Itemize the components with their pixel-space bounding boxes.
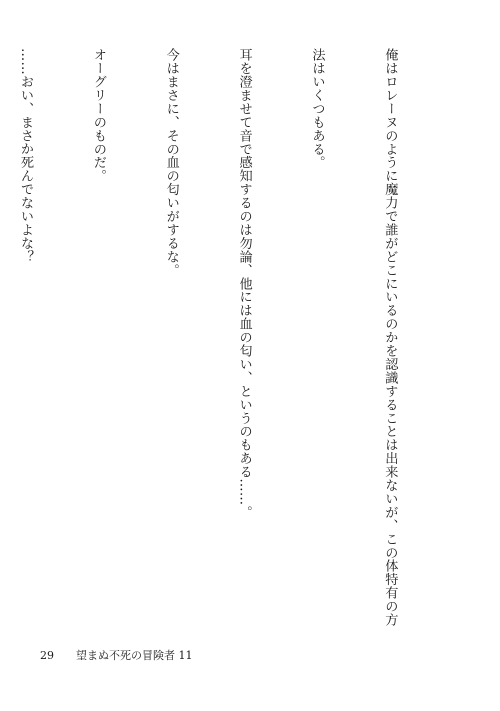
page-number: 29 xyxy=(40,649,54,662)
text-line: 耳を澄ませて音で感知するのは勿論、他には血の匂い、というのもある……。 xyxy=(236,48,252,519)
text-line: ……おい、まさか死んでないよな？ xyxy=(17,48,33,264)
text-line: オーグリーのものだ。 xyxy=(90,48,106,183)
vertical-text-body xyxy=(17,48,450,628)
book-title: 望まぬ不死の冒険者 11 xyxy=(76,649,193,662)
text-line: 俺はロレーヌのように魔力で誰がどこにいるのかを認識することは出来ないが、この体特有の方 xyxy=(382,48,398,627)
text-line: 法はいくつもある。 xyxy=(309,48,325,170)
page-footer xyxy=(40,647,193,663)
text-line: 今はまさに、その血の匂いがするな。 xyxy=(163,48,179,277)
